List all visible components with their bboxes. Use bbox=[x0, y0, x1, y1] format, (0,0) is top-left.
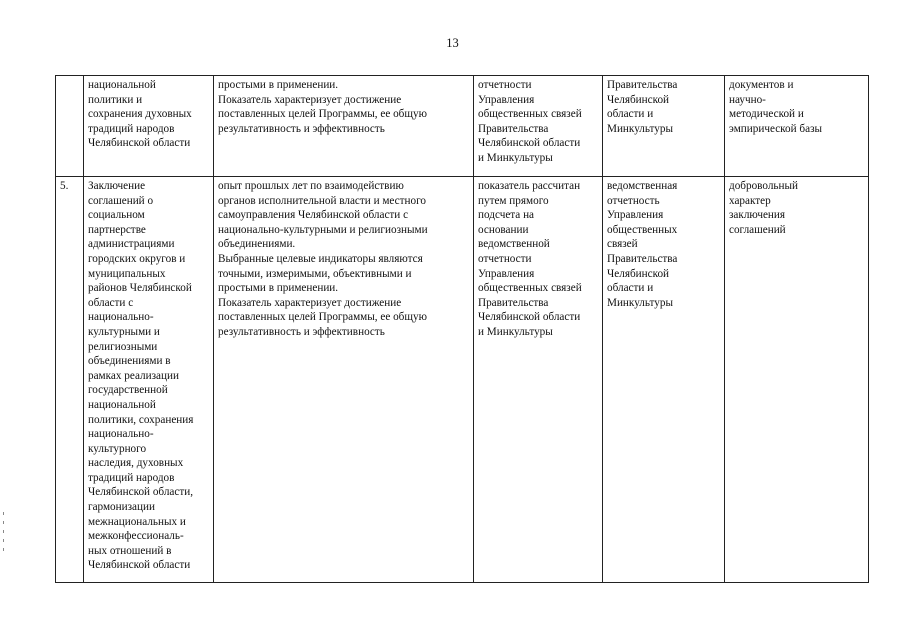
row-number-cell: 5. bbox=[56, 177, 84, 583]
table-row bbox=[56, 177, 869, 583]
indicator-description-cell: простыми в применении. Показатель характеризует достижение поставленных целей Программы, ее общую результативность и эффективность bbox=[214, 76, 474, 177]
notes-cell: добровольный характер заключения соглашений bbox=[725, 177, 869, 583]
indicators-table bbox=[55, 75, 869, 583]
scan-artifact-marks bbox=[2, 512, 6, 562]
indicator-name-cell: национальной политики и сохранения духовных традиций народов Челябинской области bbox=[84, 76, 214, 177]
data-source-cell: Правительства Челябинской области и Минкультуры bbox=[603, 76, 725, 177]
indicator-name-cell: Заключение соглашений о социальном партнерстве администрациями городских округов и муниципальных районов Челябинской области с национально- культурными и религиозными объединениями в рамках реализации государственной национальной политики, сохранения национально- культурного наследия, духовных традиций народов Челябинской области, гармонизации межнациональных и межконфессиональ- ных отношений в Челябинской области bbox=[84, 177, 214, 583]
data-source-cell: ведомственная отчетность Управления общественных связей Правительства Челябинской области и Минкультуры bbox=[603, 177, 725, 583]
table-row bbox=[56, 76, 869, 177]
calculation-method-cell: показатель рассчитан путем прямого подсчета на основании ведомственной отчетности Управления общественных связей Правительства Челябинской области и Минкультуры bbox=[474, 177, 603, 583]
notes-cell: документов и научно- методической и эмпирической базы bbox=[725, 76, 869, 177]
calculation-method-cell: отчетности Управления общественных связей Правительства Челябинской области и Минкультуры bbox=[474, 76, 603, 177]
indicator-description-cell: опыт прошлых лет по взаимодействию органов исполнительной власти и местного самоуправления Челябинской области с национально-культурными и религиозными объединениями. Выбранные целевые индикаторы являются точными, измеримыми, объективными и простыми в применении. Показатель характеризует достижение поставленных целей Программы, ее общую результативность и эффективность bbox=[214, 177, 474, 583]
page-number: 13 bbox=[446, 36, 459, 50]
row-number-cell bbox=[56, 76, 84, 177]
